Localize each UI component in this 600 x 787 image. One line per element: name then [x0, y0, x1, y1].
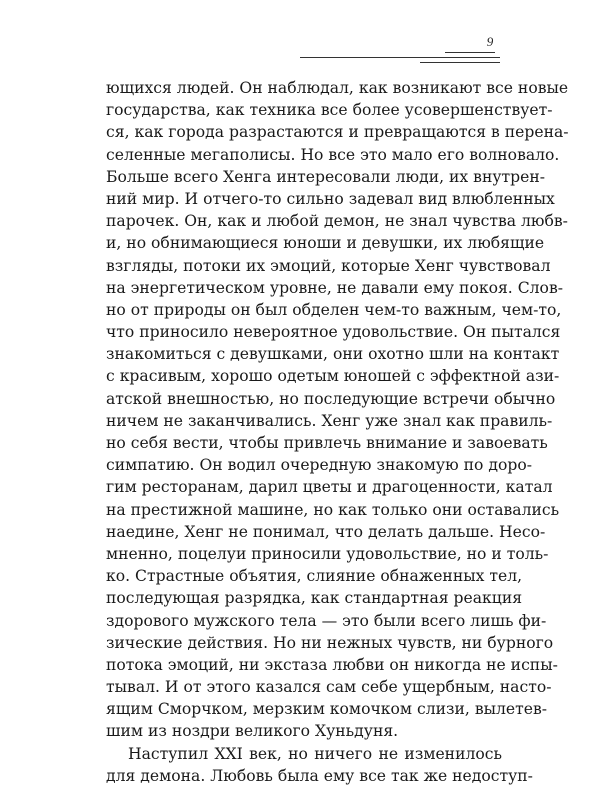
text-line: государства, как техника все более усовершенствует- [106, 101, 553, 120]
text-line: ний мир. И отчего-то сильно задевал вид влюбленных [106, 189, 555, 208]
header-rule-bottom [420, 62, 500, 63]
text-line: последующая разрядка, как стандартная реакция [106, 589, 523, 608]
body-text [106, 77, 569, 787]
text-line: зические действия. Но ни нежных чувств, ни бурного [106, 633, 554, 652]
text-line: ничем не заканчивались. Хенг уже знал как правиль- [106, 411, 553, 430]
header-rule-top [445, 52, 495, 53]
text-line: и, но обнимающиеся юноши и девушки, их любящие [106, 234, 545, 253]
text-line: с красивым, хорошо одетым юношей с эффектной ази- [106, 367, 560, 386]
text-line: но себя вести, чтобы привлечь внимание и завоевать [106, 434, 548, 452]
text-line: парочек. Он, как и любой демон, не знал чувства любв- [106, 212, 568, 231]
header-rule-long [300, 57, 500, 58]
text-line: Больше всего Хенга интересовали люди, их внутрен- [106, 167, 546, 186]
text-line: для демона. Любовь была ему все так же недоступ- [106, 766, 533, 785]
text-line: потока эмоций, ни экстаза любви он никогда не испы- [106, 655, 558, 674]
text-line: шим из ноздри великого Хуньдуня. [106, 722, 399, 741]
text-line: тывал. И от этого казался сам себе ущербным, насто- [106, 678, 552, 697]
text-line: ющихся людей. Он наблюдал, как возникают все новые [106, 79, 569, 97]
text-line: атской внешностью, но последующие встречи обычно [106, 389, 556, 408]
text-line: ящим Сморчком, мерзким комочком слизи, вылетев- [106, 700, 548, 719]
text-line: что приносило невероятное удовольствие. Он пытался [106, 323, 561, 342]
page-header [0, 0, 600, 70]
text-line: симпатию. Он водил очередную знакомую по доро- [106, 456, 532, 475]
text-line: Наступил XXI век, но ничего не изменилось [128, 744, 502, 763]
text-line: взгляды, потоки их эмоций, которые Хенг чувствовал [106, 256, 551, 275]
text-line: знакомиться с девушками, они охотно шли на контакт [106, 345, 560, 364]
text-line: на энергетическом уровне, не давали ему покоя. Слов- [106, 278, 563, 297]
text-line: мненно, поцелуи приносили удовольствие, но и толь- [106, 544, 549, 563]
page-number: 9 [486, 34, 494, 49]
text-line: селенные мегаполисы. Но все это мало его волновало. [106, 145, 560, 164]
text-line: наедине, Хенг не понимал, что делать дальше. Несо- [106, 522, 546, 541]
text-line: ся, как города разрастаются и превращаются в перена- [106, 123, 569, 142]
text-line: но от природы он был обделен чем-то важным, чем-то, [106, 300, 562, 319]
text-line: здорового мужского тела — это были всего лишь фи- [106, 611, 547, 630]
text-line: ко. Страстные объятия, слияние обнаженных тел, [106, 567, 523, 586]
text-line: на престижной машине, но как только они оставались [106, 500, 560, 519]
text-line: гим ресторанам, дарил цветы и драгоценности, катал [106, 478, 553, 497]
